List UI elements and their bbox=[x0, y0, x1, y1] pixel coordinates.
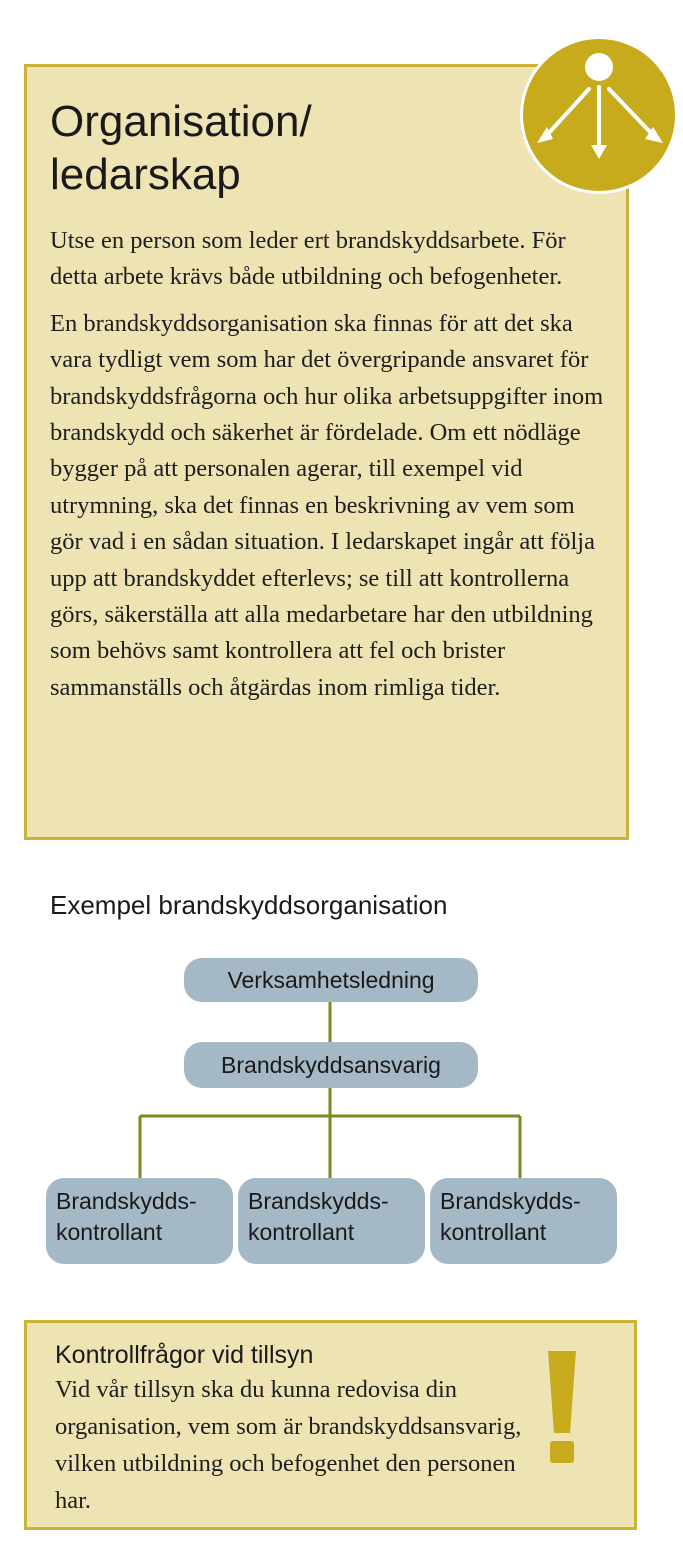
org-node-kontrollant-1 bbox=[46, 1178, 233, 1264]
control-body: Vid vår tillsyn ska du kunna redovisa din organisation, vem som är brandskyddsansvarig, vilken utbildning och befogenhet den personen har. bbox=[55, 1376, 522, 1514]
leaf-line-2: kontrollant bbox=[248, 1219, 355, 1245]
leaf-line-1: Brandskydds- bbox=[56, 1188, 197, 1214]
panel-paragraph-2: En brandskyddsorganisation ska finnas för att det ska vara tydligt vem som har det övergripande ansvaret för brandskyddsfrågorna och hur olika arbetsuppgifter inom brandskydd och säkerhet är fördelade. Om ett nödläge bygger på att personalen agerar, till exempel vid utrymning, ska det finnas en beskrivning av vem som gör vad i en sådan situation. I ledarskapet ingår att följa upp att brandskyddet efterlevs; se till att kontrollerna görs, säkerställa att alla medarbetare har den utbildning som behövs samt kontrollera att fel och brister sammanställs och åtgärdas inom rimliga tider. bbox=[50, 309, 604, 701]
leaf-line-1: Brandskydds- bbox=[248, 1188, 389, 1214]
control-questions-box bbox=[24, 1320, 637, 1530]
org-chart-heading: Exempel brandskyddsorganisation bbox=[50, 890, 448, 920]
org-node-kontrollant-2 bbox=[238, 1178, 425, 1264]
leaf-line-2: kontrollant bbox=[440, 1219, 547, 1245]
panel-paragraph-1: Utse en person som leder ert brandskyddsarbete. För detta arbete krävs både utbildning och befogenheter. bbox=[50, 227, 566, 291]
org-node-verksamhetsledning: Verksamhetsledning bbox=[184, 958, 478, 1002]
control-title: Kontrollfrågor vid tillsyn bbox=[55, 1341, 314, 1369]
leaf-line-2: kontrollant bbox=[56, 1219, 163, 1245]
org-node-kontrollant-3 bbox=[430, 1178, 617, 1264]
panel-title-text: Organisation/ ledarskap bbox=[50, 97, 312, 199]
org-node-brandskyddsansvarig: Brandskyddsansvarig bbox=[184, 1042, 478, 1088]
exclamation-icon bbox=[542, 1345, 582, 1465]
leaf-line-1: Brandskydds- bbox=[440, 1188, 581, 1214]
